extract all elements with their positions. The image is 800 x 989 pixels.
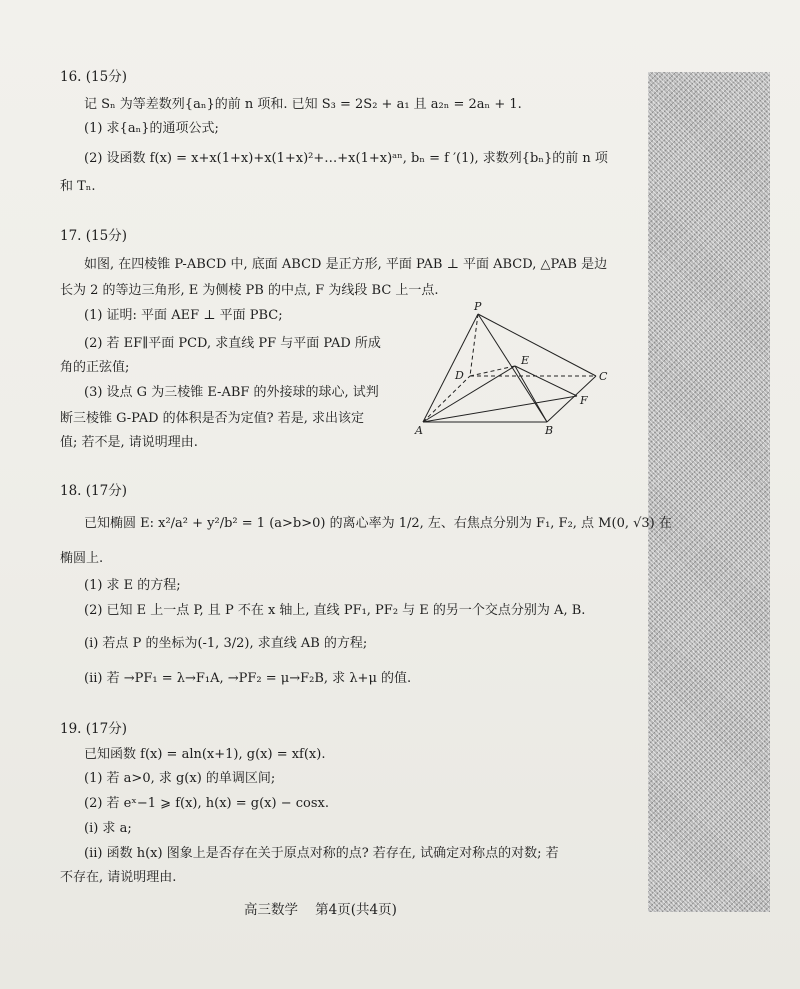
problem-17-part-1: (1) 证明: 平面 AEF ⊥ 平面 PBC; [84,308,283,323]
problem-17-part-3-cont: 断三棱锥 G-PAD 的体积是否为定值? 若是, 求出该定 [60,411,365,426]
problem-16-heading: 16. (15分) [60,69,127,85]
problem-17-heading: 17. (15分) [60,228,127,244]
problem-18-heading: 18. (17分) [60,483,127,499]
problem-18-part-1: (1) 求 E 的方程; [84,578,181,593]
label-F: F [580,394,588,407]
problem-19-part-2-ii: (ⅱ) 函数 h(x) 图象上是否存在关于原点对称的点? 若存在, 试确定对称点的对数; 若 [84,846,559,861]
problem-18-stem-cont: 椭圆上. [60,551,104,566]
label-B: B [545,424,554,437]
problem-19-part-1: (1) 若 a>0, 求 g(x) 的单调区间; [84,771,276,786]
edge-PC [478,314,596,376]
label-D: D [455,369,464,382]
problem-19-heading: 19. (17分) [60,721,127,737]
problem-17-part-2: (2) 若 EF∥平面 PCD, 求直线 PF 与平面 PAD 所成 [84,336,381,351]
problem-16-part-2: (2) 设函数 f(x) = x+x(1+x)+x(1+x)²+…+x(1+x)ᵃⁿ, bₙ = f ′(1), 求数列{bₙ}的前 n 项 [84,151,608,166]
problem-16-stem: 记 Sₙ 为等差数列{aₙ}的前 n 项和. 已知 S₃ = 2S₂ + a₁ 且 a₂ₙ = 2aₙ + 1. [84,97,522,112]
segment-EB [515,366,547,422]
footer-page-number: 第4页(共4页) [315,902,397,918]
problem-16-part-1: (1) 求{aₙ}的通项公式; [84,121,219,136]
pyramid-figure [405,300,615,440]
problem-19-part-2-ii-cont: 不存在, 请说明理由. [60,870,177,885]
problem-17-part-3: (3) 设点 G 为三棱锥 E-ABF 的外接球的球心, 试判 [84,385,379,400]
problem-16-part-2-cont: 和 Tₙ. [60,179,96,194]
page-footer [244,898,397,918]
problem-18-part-2-i: (ⅰ) 若点 P 的坐标为(-1, 3/2), 求直线 AB 的方程; [84,636,368,651]
problem-17-stem: 如图, 在四棱锥 P-ABCD 中, 底面 ABCD 是正方形, 平面 PAB ⊥ 平面 ABCD, △PAB 是边 [84,257,608,272]
problem-18-stem: 已知椭圆 E: x²/a² + y²/b² = 1 (a>b>0) 的离心率为 1/2, 左、右焦点分别为 F₁, F₂, 点 M(0, √3) 在 [84,516,672,531]
footer-subject: 高三数学 [244,902,298,918]
scan-bleed-through-strip [648,72,770,912]
label-C: C [599,370,608,383]
problem-17-stem-cont: 长为 2 的等边三角形, E 为侧棱 PB 的中点, F 为线段 BC 上一点. [60,283,439,298]
problem-18-part-2-ii: (ⅱ) 若 →PF₁ = λ→F₁A, →PF₂ = μ→F₂B, 求 λ+μ 的值. [84,671,412,686]
problem-19-stem: 已知函数 f(x) = aln(x+1), g(x) = xf(x). [84,747,326,762]
edge-BC [547,376,596,422]
problem-19-part-2-i: (ⅰ) 求 a; [84,821,132,836]
label-E: E [521,354,530,367]
segment-EF [515,366,577,396]
problem-18-part-2: (2) 已知 E 上一点 P, 且 P 不在 x 轴上, 直线 PF₁, PF₂ 与 E 的另一个交点分别为 A, B. [84,603,586,618]
label-P: P [474,300,482,313]
segment-DE [470,366,515,376]
edge-PD [470,314,478,376]
problem-17-part-3-end: 值; 若不是, 请说明理由. [60,435,198,450]
problem-17-part-2-cont: 角的正弦值; [60,360,130,375]
problem-19-part-2: (2) 若 eˣ−1 ⩾ f(x), h(x) = g(x) − cosx. [84,796,329,811]
label-A: A [415,424,423,437]
